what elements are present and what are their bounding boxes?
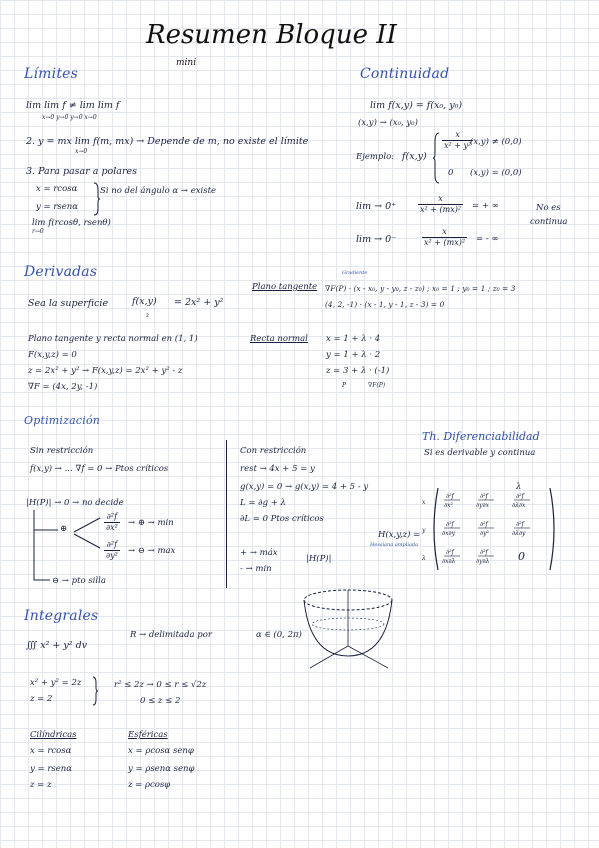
paraboloid-icon	[300, 586, 396, 670]
case1-num: x	[442, 130, 473, 141]
cil-head: Cilíndricas	[30, 730, 77, 740]
cont-def: lim f(x,y) = f(x₀, y₀)	[370, 100, 463, 111]
z-eq: z = 2x² + y² → F(x,y,z) = 2x² + y² - z	[28, 366, 183, 376]
limites-item2: 2. y = mx lim f(m, mx) → Depende de m, no existe el límite	[26, 136, 309, 147]
conclusion-line1: No es	[536, 203, 561, 213]
heading-continuidad: Continuidad	[360, 66, 450, 82]
opt-g: g(x,y) = 0 → g(x,y) = 4 + 5 - y	[240, 482, 369, 492]
opt-plus: ⊕	[60, 524, 68, 534]
int-sys1: x² + y² = 2z	[30, 678, 82, 688]
lim2-num: x	[422, 227, 467, 238]
int-z-cond: 0 ≤ z ≤ 2	[140, 696, 181, 706]
esf-3: z = ρcosφ	[128, 780, 171, 790]
opt-hess: |H(P)| → 0 → no decide	[26, 498, 124, 508]
plano-eq: ∇F(P) · (x - x₀, y - y₀, z - z₀) ; x₀ = 1 ; y₀ = 1 ; z₀ = 3	[325, 284, 516, 293]
svg-text:∂λ∂y: ∂λ∂y	[512, 530, 526, 537]
th-diferenciabilidad: Th. Diferenciabilidad	[422, 430, 540, 443]
cil-2: y = rsenα	[30, 764, 72, 774]
limites-item2-sub: x→0	[75, 148, 88, 155]
hessian-lambda: λ	[516, 482, 522, 492]
lim1-num: x	[418, 194, 463, 205]
rn1: x = 1 + λ · 4	[326, 334, 381, 344]
polar-lim: lim f(rcosθ, rsenθ)	[32, 218, 111, 228]
svg-text:∂²f: ∂²f	[480, 549, 488, 556]
example-label: Ejemplo:	[356, 152, 395, 162]
opt-divider	[226, 440, 227, 588]
hessian-matrix-icon	[422, 486, 558, 572]
plus-den: ∂x²	[106, 523, 118, 532]
svg-text:∂y²: ∂y²	[480, 530, 489, 537]
heading-integrales: Integrales	[24, 608, 99, 624]
surface-text: Sea la superficie	[28, 298, 109, 309]
opt-con: Con restricción	[240, 446, 307, 456]
heading-limites: Límites	[24, 66, 79, 82]
lim1-den: x² + (mx)²	[420, 205, 462, 214]
example-f: f(x,y)	[402, 151, 427, 162]
svg-text:∂y∂λ: ∂y∂λ	[476, 558, 490, 565]
svg-text:∂x²: ∂x²	[444, 502, 453, 509]
F-def: F(x,y,z) = 0	[28, 350, 77, 360]
svg-text:∂²f: ∂²f	[446, 493, 454, 500]
svg-text:∂²f: ∂²f	[480, 521, 488, 528]
opt-max: → ⊖ → max	[128, 546, 176, 556]
opt-rest: rest → 4x + 5 = y	[240, 464, 315, 474]
svg-text:∂²f: ∂²f	[516, 521, 524, 528]
hessian-tag: Hessiana ampliada	[370, 542, 419, 548]
surface-eq: = 2x² + y²	[174, 297, 224, 308]
case1-cond: (x,y) ≠ (0,0)	[470, 137, 522, 147]
th-sub: Si es derivable y continua	[424, 448, 536, 458]
lim1-fraction	[418, 194, 463, 215]
int-region: R → delimitada por	[130, 630, 212, 640]
cil-3: z = z	[30, 780, 52, 790]
opt-silla: ⊖ → pto silla	[52, 576, 106, 586]
svg-text:λ: λ	[422, 555, 426, 562]
svg-text:∂²f: ∂²f	[446, 521, 454, 528]
case1-den: x² + y²	[444, 141, 472, 150]
int-alpha: α ∈ (0, 2π)	[256, 630, 302, 640]
svg-text:∂λ∂x: ∂λ∂x	[512, 502, 526, 509]
rn2: y = 1 + λ · 2	[326, 350, 381, 360]
surface-sub: z	[146, 312, 150, 319]
heading-optimizacion: Optimización	[24, 414, 101, 427]
grad-line: ∇F = (4x, 2y, -1)	[28, 382, 98, 392]
opt-dL: ∂L = 0 Ptos críticos	[240, 514, 324, 524]
cont-def-sub: (x,y) → (x₀, y₀)	[358, 118, 418, 128]
svg-text:∂²f: ∂²f	[516, 493, 524, 500]
page-title: Resumen Bloque II	[146, 20, 397, 50]
svg-text:x: x	[422, 499, 426, 506]
limites-item1: lim lim f ≠ lim lim f	[26, 100, 120, 111]
polar-lim-sub: r→0	[32, 228, 44, 235]
rn3-sub-grad: ∇F(P)	[368, 382, 386, 389]
plus-fraction	[104, 512, 120, 533]
int-sys2: z = 2	[30, 694, 53, 704]
minus-fraction	[104, 540, 120, 561]
opt-H-abs: |H(P)|	[306, 554, 332, 564]
case2-cond: (x,y) = (0,0)	[470, 168, 522, 178]
lim1-head: lim → 0⁺	[356, 201, 397, 212]
heading-derivadas: Derivadas	[24, 264, 98, 280]
int-integral: ∭ x² + y² dv	[26, 640, 88, 651]
lim2-fraction	[422, 227, 467, 248]
limites-item1-sub: x→0 y→0 y→0 x→0	[42, 114, 97, 121]
recta-normal-label: Recta normal	[250, 334, 308, 344]
plano-eq2: (4, 2, -1) · (x - 1, y - 1, z - 3) = 0	[325, 300, 445, 309]
int-brace-icon	[92, 676, 98, 706]
surface-f: f(x,y)	[132, 296, 157, 307]
int-r-cond: r² ≤ 2z → 0 ≤ r ≤ √2z	[114, 680, 207, 690]
plus-num: ∂²f	[104, 512, 120, 523]
esf-2: y = ρsenα senφ	[128, 764, 195, 774]
lim2-den: x² + (mx)²	[424, 238, 466, 247]
lim2-head: lim → 0⁻	[356, 234, 397, 245]
plano-tangente-label: Plano tangente	[252, 282, 318, 292]
esf-1: x = ρcosα senφ	[128, 746, 194, 756]
rn3: z = 3 + λ · (-1)	[326, 366, 390, 376]
case1-fraction	[442, 130, 473, 151]
conclusion-line2: continua	[530, 217, 568, 227]
svg-text:∂x∂y: ∂x∂y	[442, 530, 455, 537]
svg-text:y: y	[422, 527, 426, 534]
lim2-res: = - ∞	[476, 234, 499, 244]
esf-head: Esféricas	[128, 730, 168, 740]
svg-text:0: 0	[518, 550, 525, 563]
polar-brace-icon	[92, 182, 100, 216]
example-brace-icon	[432, 132, 440, 184]
opt-sin: Sin restricción	[30, 446, 94, 456]
cil-1: x = rcosα	[30, 746, 72, 756]
svg-text:∂²f: ∂²f	[446, 549, 454, 556]
pt-rn: Plano tangente y recta normal en (1, 1)	[28, 334, 198, 344]
polar-note: Si no del ángulo α → existe	[100, 186, 217, 196]
opt-sin-line: f(x,y) → ... ∇f = 0 → Ptos críticos	[30, 464, 169, 474]
rn3-sub-p: P	[342, 382, 347, 389]
svg-text:∂y∂x: ∂y∂x	[476, 502, 489, 509]
minus-num: ∂²f	[104, 540, 120, 551]
limites-item3: 3. Para pasar a polares	[26, 166, 138, 177]
svg-text:∂x∂λ: ∂x∂λ	[442, 558, 456, 565]
opt-minus-min: - → min	[240, 564, 272, 574]
hessian-label: H(x,y,z) =	[378, 530, 421, 540]
gradient-tag: Gradiente	[342, 270, 368, 276]
opt-min: → ⊕ → min	[128, 518, 174, 528]
page-subtitle: mini	[176, 58, 197, 68]
lim1-res: = + ∞	[472, 201, 499, 211]
opt-plus-max: + → máx	[240, 548, 278, 558]
polar-x: x = rcosα	[36, 184, 78, 194]
svg-text:∂²f: ∂²f	[480, 493, 488, 500]
case2-val: 0	[448, 168, 454, 178]
minus-den: ∂y²	[106, 551, 118, 560]
opt-L: L = ∂g + λ	[240, 498, 286, 508]
polar-y: y = rsenα	[36, 202, 78, 212]
